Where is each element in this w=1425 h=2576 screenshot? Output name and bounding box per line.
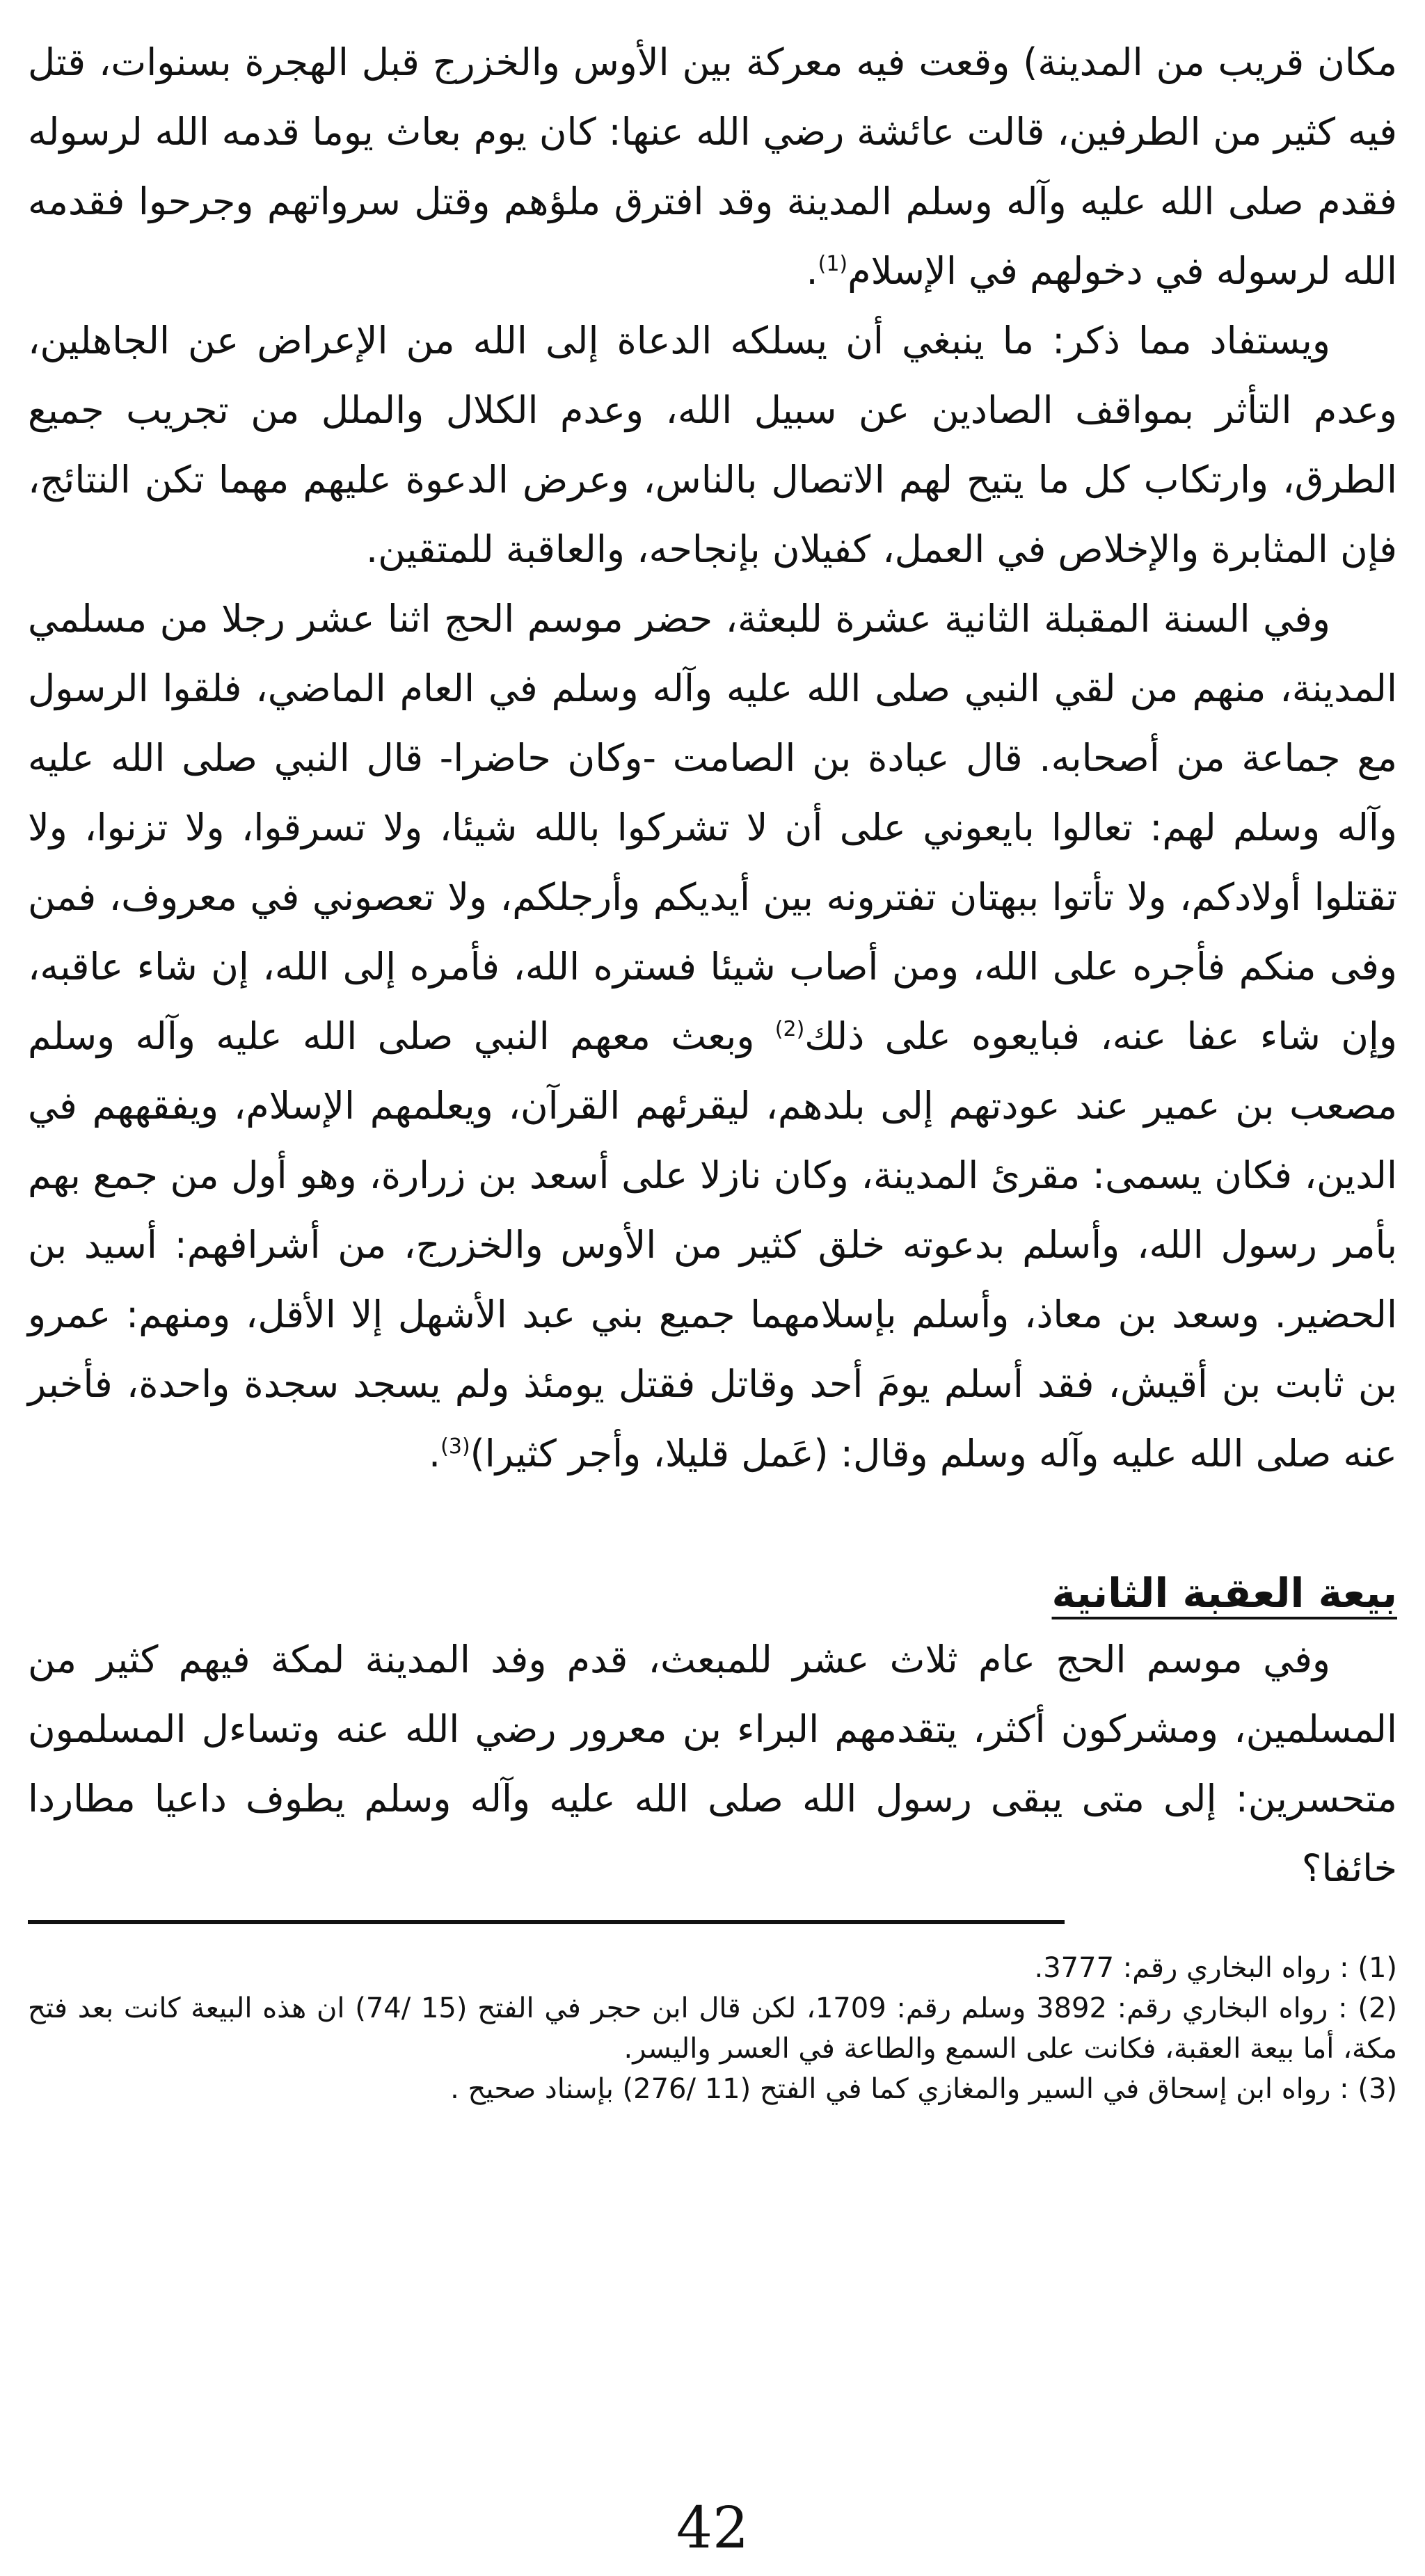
footnotes [28, 1930, 1397, 2109]
paragraph-3-tail: وبعث معهم النبي صلى الله عليه وآله وسلم مصعب بن عمير عند عودتهم إلى بلدهم، ليقرئهم القرآن، ويعلمهم الإسلام، ويفقههم في الدين، فكان يسمى: مقرئ المدينة، وكان نازلا على أسعد بن زرارة، وهو أول من جمع بهم بأمر رسول الله، وأسلم بدعوته خلق كثير من الأوس والخزرج، من أشرافهم: أسيد بن الحضير. وسعد بن معاذ، وأسلم بإسلامهما جميع بني عبد الأشهل إلا الأقل، ومنهم: عمرو بن ثابت بن أقيش، فقد أسلم يومَ أحد وقاتل فقتل يومئذ ولم يسجد سجدة واحدة، فأخبر عنه صلى الله عليه وآله وسلم وقال: (عَمل قليلا، وأجر كثيرا) [28, 1014, 1397, 1475]
book-page [28, 28, 1397, 2109]
section-heading: بيعة العقبة الثانية [1051, 1569, 1397, 1617]
paragraph-2-text: ويستفاد مما ذكر: ما ينبغي أن يسلكه الدعاة إلى الله من الإعراض عن الجاهلين، وعدم التأثر بمواقف الصادين عن سبيل الله، وعدم الكلال والملل من تجريب جميع الطرق، وارتكاب كل ما يتيح لهم الاتصال بالناس، وعرض الدعوة عليهم مهما تكن النتائج، فإن المثابرة والإخلاص في العمل، كفيلان بإنجاحه، والعاقبة للمتقين. [28, 319, 1397, 571]
footnote-ref-2[interactable]: (2) [774, 1017, 805, 1041]
paragraph-2 [28, 306, 1397, 584]
paragraph-3 [28, 584, 1397, 1489]
paragraph-3-text: وفي السنة المقبلة الثانية عشرة للبعثة، حضر موسم الحج اثنا عشر رجلا من مسلمي المدينة، منهم من لقي النبي صلى الله عليه وآله وسلم في العام الماضي، فلقوا الرسول مع جماعة من أصحابه. قال عبادة بن الصامت -وكان حاضرا- قال النبي صلى الله عليه وآله وسلم لهم: تعالوا بايعوني على أن لا تشركوا بالله شيئا، ولا تسرقوا، ولا تزنوا، ولا تقتلوا أولادكم، ولا تأتوا ببهتان تفترونه بين أيديكم وأرجلكم، ولا تعصوني في معروف، فمن وفى منكم فأجره على الله، ومن أصاب شيئا فستره الله، فأمره إلى الله، إن شاء عاقبه، وإن شاء عفا عنه، فبايعوه على ذلك [28, 597, 1397, 1058]
footnote-ref-1[interactable]: (1) [818, 252, 848, 276]
closing-text [28, 1625, 1397, 1903]
footnote-number: (3) [1358, 2073, 1397, 2105]
main-text [28, 28, 1397, 1489]
footnote-divider [28, 1920, 1065, 1924]
footnote-text: : رواه ابن إسحاق في السير والمغازي كما في الفتح (11 /276) بإسناد صحيح . [450, 2073, 1349, 2105]
footnote-number: (1) [1358, 1952, 1397, 1984]
footnote-number: (2) [1358, 1992, 1397, 2024]
footnote-1 [28, 1948, 1397, 1988]
paragraph-1 [28, 28, 1397, 306]
footnote-text: : رواه البخاري رقم: 3892 وسلم رقم: 1709، لكن قال ابن حجر في الفتح (15 /74) ان هذه البيعة كانت بعد فتح مكة، أما بيعة العقبة، فكانت على السمع والطاعة في العسر واليسر. [28, 1992, 1397, 2065]
footnote-text: : رواه البخاري رقم: 3777. [1034, 1952, 1349, 1984]
closing-paragraph: وفي موسم الحج عام ثلاث عشر للمبعث، قدم وفد المدينة لمكة فيهم كثير من المسلمين، ومشركون أكثر، يتقدمهم البراء بن معرور رضي الله عنه وتساءل المسلمون متحسرين: إلى متى يبقى رسول الله صلى الله عليه وآله وسلم يطوف داعيا مطاردا خائفا؟ [28, 1638, 1397, 1890]
paragraph-1-text: مكان قريب من المدينة) وقعت فيه معركة بين الأوس والخزرج قبل الهجرة بسنوات، قتل فيه كثير من الطرفين، قالت عائشة رضي الله عنها: كان يوم بعاث يوما قدمه الله لرسوله فقدم صلى الله عليه وآله وسلم المدينة وقد افترق ملؤهم وقتل سرواتهم وجرحوا فقدمه الله لرسوله في دخولهم في الإسلام [28, 40, 1397, 293]
page-number: 42 [676, 2495, 749, 2561]
footnote-3 [28, 2069, 1397, 2109]
paragraph-3-end: . [428, 1432, 441, 1475]
footnote-ref-3[interactable]: (3) [440, 1434, 470, 1459]
paragraph-1-tail: . [806, 249, 818, 293]
footnote-2 [28, 1988, 1397, 2069]
